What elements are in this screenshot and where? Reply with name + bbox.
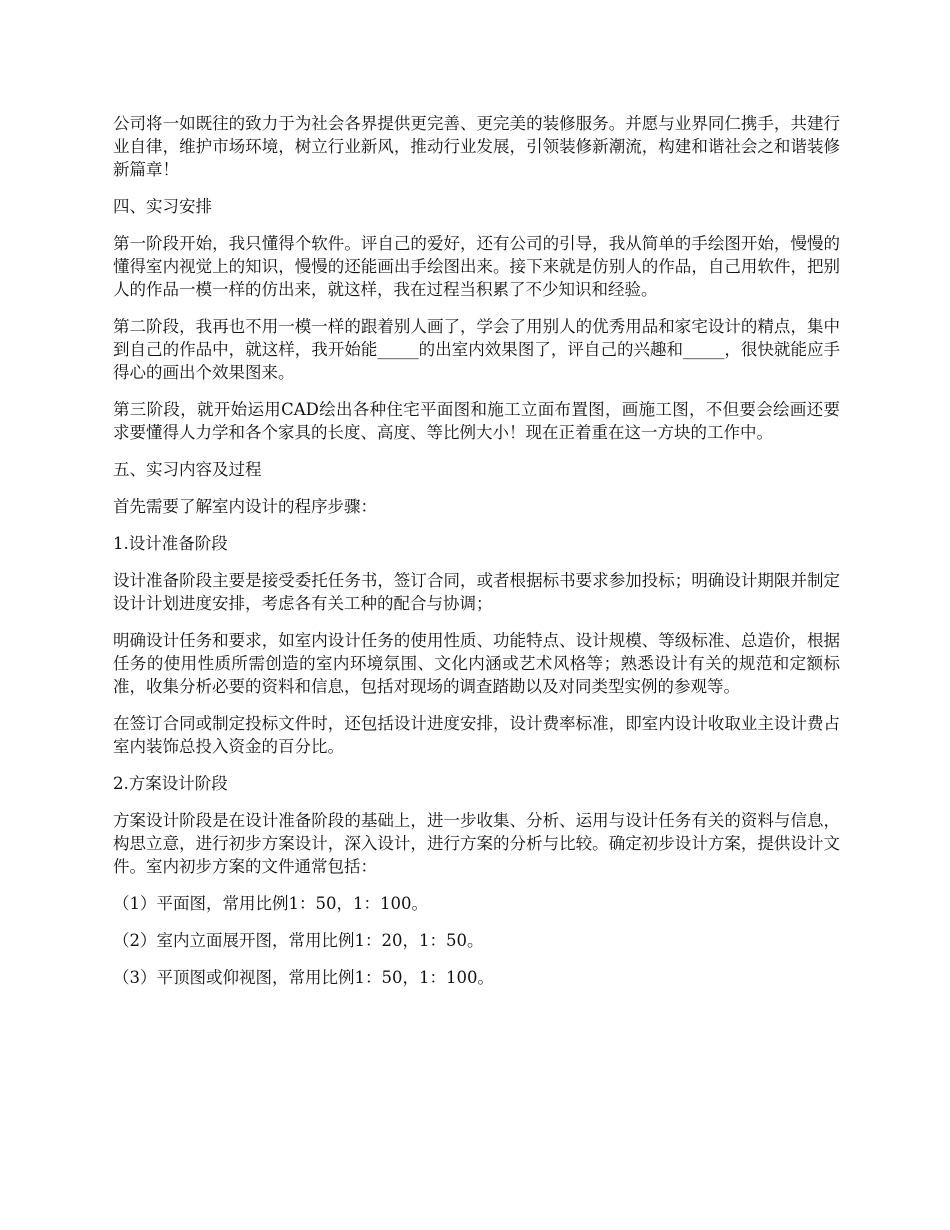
paragraph-preparation-requirements: 明确设计任务和要求，如室内设计任务的使用性质、功能特点、设计规模、等级标准、总造价，根据任务的使用性质所需创造的室内环境氛围、文化内涵或艺术风格等；熟悉设计有关的规范和定额标准，收集分析必要的资料和信息，包括对现场的调查踏勘以及对同类型实例的参观等。 — [113, 631, 840, 696]
list-item-floor-plan: （1）平面图，常用比例1：50，1：100。 — [113, 894, 428, 913]
document-page — [113, 112, 840, 1003]
paragraph-stage-three: 第三阶段，就开始运用CAD绘出各种住宅平面图和施工立面布置图，画施工图，不但要会绘画还要求要懂得人力学和各个家具的长度、高度、等比例大小！现在正着重在这一方块的工作中。 — [113, 400, 840, 442]
paragraph-scheme-design: 方案设计阶段是在设计准备阶段的基础上，进一步收集、分析、运用与设计任务有关的资料与信息，构思立意，进行初步方案设计，深入设计，进行方案的分析与比较。确定初步设计方案，提供设计文件。室内初步方案的文件通常包括： — [113, 811, 840, 876]
paragraph-preparation-fees: 在签订合同或制定投标文件时，还包括设计进度安排，设计费率标准，即室内设计收取业主设计费占室内装饰总投入资金的百分比。 — [113, 714, 840, 756]
section-heading-internship-arrangement: 四、实习安排 — [113, 197, 212, 216]
paragraph-company-statement: 公司将一如既往的致力于为社会各界提供更完善、更完美的装修服务。并愿与业界同仁携手，共建行业自律，维护市场环境，树立行业新风，推动行业发展，引领装修新潮流，构建和谐社会之和谐装修新篇章！ — [113, 114, 840, 179]
subheading-scheme-design: 2.方案设计阶段 — [113, 774, 228, 793]
list-item-ceiling-plan: （3）平顶图或仰视图，常用比例1：50，1：100。 — [113, 968, 494, 987]
paragraph-stage-two: 第二阶段，我再也不用一模一样的跟着别人画了，学会了用别人的优秀用品和家宅设计的精点，集中到自己的作品中，就这样，我开始能_____的出室内效果图了，评自己的兴趣和_____，很快就能应手得心的画出个效果图来。 — [113, 317, 840, 382]
paragraph-preparation-contract: 设计准备阶段主要是接受委托任务书，签订合同，或者根据标书要求参加投标；明确设计期限并制定设计计划进度安排，考虑各有关工种的配合与协调； — [113, 571, 840, 613]
subheading-design-preparation: 1.设计准备阶段 — [113, 534, 228, 553]
paragraph-design-procedure-intro: 首先需要了解室内设计的程序步骤： — [113, 497, 377, 516]
list-item-elevation: （2）室内立面展开图，常用比例1：20，1：50。 — [113, 931, 484, 950]
paragraph-stage-one: 第一阶段开始，我只懂得个软件。评自己的爱好，还有公司的引导，我从简单的手绘图开始，慢慢的懂得室内视觉上的知识，慢慢的还能画出手绘图出来。接下来就是仿别人的作品，自己用软件，把别人的作品一模一样的仿出来，就这样，我在过程当积累了不少知识和经验。 — [113, 234, 840, 299]
section-heading-internship-content: 五、实习内容及过程 — [113, 460, 262, 479]
